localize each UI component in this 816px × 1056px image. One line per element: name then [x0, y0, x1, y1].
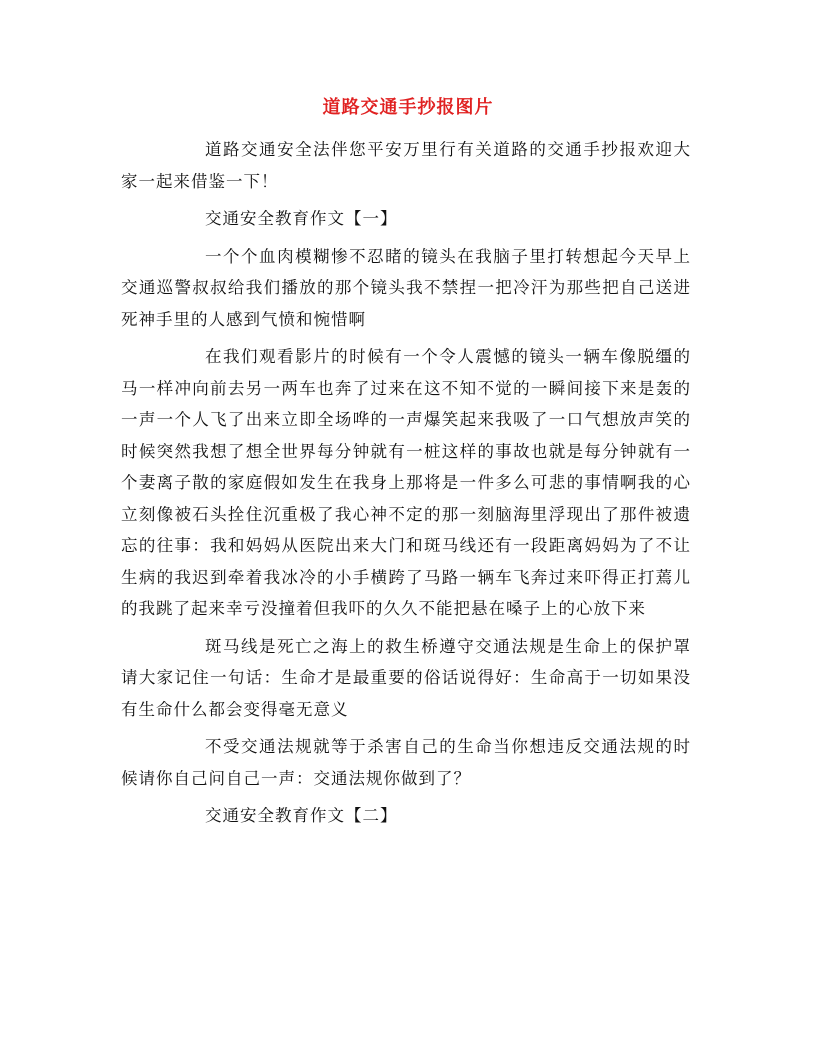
body-paragraph: 一个个血肉模糊惨不忍睹的镜头在我脑子里打转想起今天早上交通巡警叔叔给我们播放的那个镜头我不禁捏一把冷汗为那些把自己送进死神手里的人感到气愤和惋惜啊 — [121, 246, 691, 329]
body-paragraph: 在我们观看影片的时候有一个令人震憾的镜头一辆车像脱缰的马一样冲向前去另一两车也奔了过来在这不知不觉的一瞬间接下来是轰的一声一个人飞了出来立即全场哗的一声爆笑起来我吸了一口气想放声笑的时候突然我想了想全世界每分钟就有一桩这样的事故也就是每分钟就有一个妻离子散的家庭假如发生在我身上那将是一件多么可悲的事情啊我的心立刻像被石头拴住沉重极了我心神不定的那一刻脑海里浮现出了那件被遗忘的往事：我和妈妈从医院出来大门和斑马线还有一段距离妈妈为了不让生病的我迟到牵着我冰冷的小手横跨了马路一辆车飞奔过来吓得正打蔫儿的我跳了起来幸亏没撞着但我吓的久久不能把悬在嗓子上的心放下来 — [121, 347, 691, 618]
intro-paragraph: 道路交通安全法伴您平安万里行有关道路的交通手抄报欢迎大家一起来借鉴一下！ — [121, 140, 691, 191]
body-paragraph: 不受交通法规就等于杀害自己的生命当你想违反交通法规的时候请你自己问自己一声：交通法规你做到了？ — [121, 737, 691, 788]
section-heading-2: 交通安全教育作文【二】 — [205, 806, 398, 825]
body-paragraph: 斑马线是死亡之海上的救生桥遵守交通法规是生命上的保护罩请大家记住一句话：生命才是最重要的俗话说得好：生命高于一切如果没有生命什么都会变得毫无意义 — [121, 636, 691, 719]
section-heading-1: 交通安全教育作文【一】 — [205, 209, 398, 228]
document-title: 道路交通手抄报图片 — [322, 97, 494, 118]
document-body — [121, 134, 691, 838]
